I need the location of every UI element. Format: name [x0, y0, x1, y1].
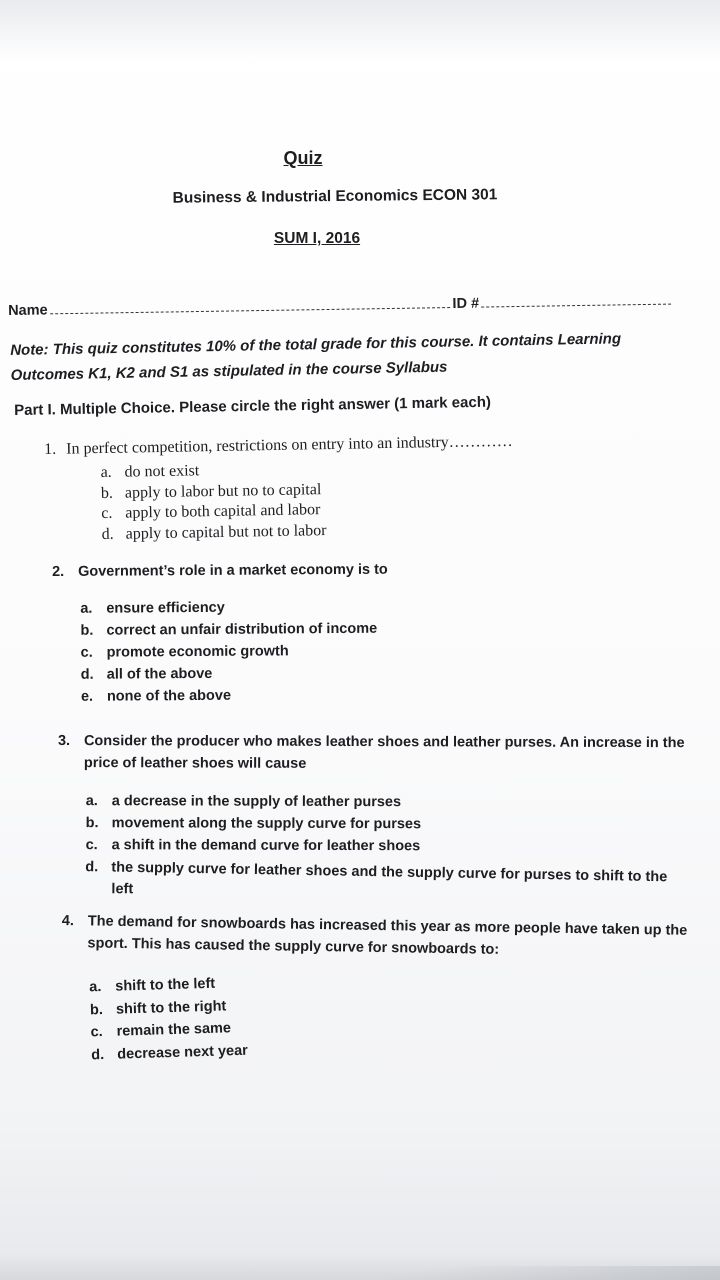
term-label: SUM I, 2016 [273, 230, 361, 247]
option-d[interactable]: d. all of the above [80, 665, 213, 683]
question-number: 3. [57, 733, 71, 750]
page-shadow-top [0, 0, 720, 60]
question-stem-line-2: sport. This has caused the supply curve for snowboards to: [87, 935, 500, 958]
option-d[interactable]: d. apply to capital but not to labor [101, 521, 327, 543]
option-b[interactable]: b. movement along the supply curve for purses [85, 815, 422, 833]
option-c[interactable]: c. apply to both capital and labor [101, 501, 321, 523]
question-stem-line-1: Consider the producer who makes leather shoes and leather purses. An increase in the [83, 733, 685, 752]
id-field-line[interactable] [481, 296, 671, 308]
question-4 [60, 910, 688, 1076]
option-d[interactable]: d. the supply curve for leather shoes and the supply curve for purses to shift to the [85, 859, 668, 886]
question-number: 1. [44, 440, 57, 458]
question-stem: Government’s role in a market economy is to [77, 561, 388, 580]
question-stem-line-1: The demand for snowboards has increased this year as more people have taken up the [87, 913, 688, 939]
note-line-1: Note: This quiz constitutes 10% of the total grade for this course. It contains Learning [10, 330, 622, 359]
option-a[interactable]: a. do not exist [100, 462, 200, 482]
part-1-heading: Part I. Multiple Choice. Please circle the right answer (1 mark each) [14, 393, 492, 419]
option-d-continuation: left [111, 881, 134, 898]
option-a[interactable]: a. a decrease in the supply of leather purses [85, 793, 402, 811]
name-field-line[interactable] [50, 299, 451, 314]
course-title: Business & Industrial Economics ECON 301 [172, 186, 498, 207]
option-c[interactable]: c. remain the same [90, 1020, 232, 1041]
option-d[interactable]: d. decrease next year [91, 1042, 249, 1063]
quiz-title: Quiz [283, 148, 323, 168]
question-3 [57, 730, 684, 902]
question-1 [44, 430, 514, 546]
option-b[interactable]: b. shift to the right [89, 997, 227, 1018]
question-stem-line-2: price of leather shoes will cause [83, 755, 307, 772]
question-stem: In perfect competition, restrictions on entry into an industry………… [66, 432, 513, 458]
option-c[interactable]: c. a shift in the demand curve for leather shoes [85, 837, 421, 855]
question-number: 4. [61, 912, 75, 930]
id-label: ID # [452, 295, 480, 313]
option-a[interactable]: a. ensure efficiency [80, 599, 225, 617]
page-fold-edge [220, 1266, 720, 1280]
name-label: Name [8, 302, 48, 319]
question-number: 2. [52, 563, 65, 580]
option-b[interactable]: b. apply to labor but no to capital [100, 480, 322, 502]
question-2 [52, 562, 389, 708]
option-c[interactable]: c. promote economic growth [80, 643, 289, 661]
option-a[interactable]: a. shift to the left [89, 975, 216, 996]
option-b[interactable]: b. correct an unfair distribution of income [80, 620, 378, 639]
option-e[interactable]: e. none of the above [80, 687, 232, 705]
note-line-2: Outcomes K1, K2 and S1 as stipulated in the course Syllabus [10, 358, 448, 384]
